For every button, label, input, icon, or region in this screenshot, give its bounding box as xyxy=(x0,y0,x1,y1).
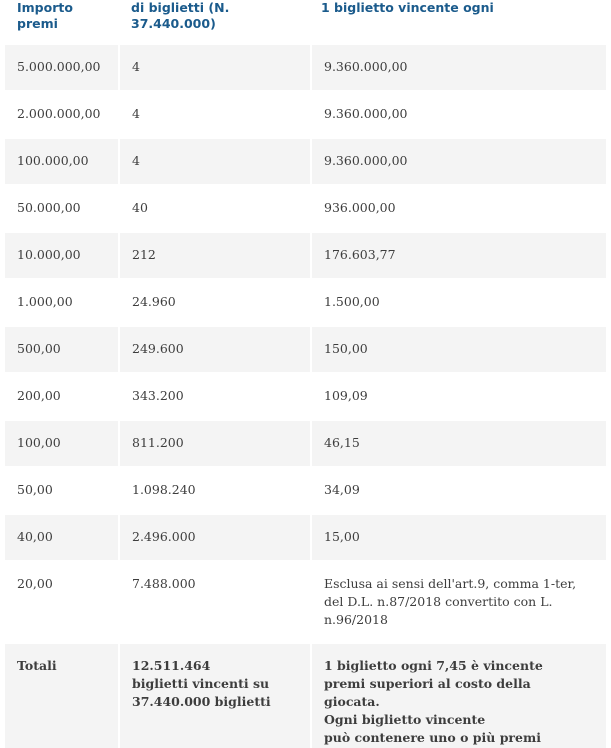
totals-label: Totali xyxy=(5,644,118,748)
cell-odds: 34,09 xyxy=(324,482,360,497)
table-header xyxy=(5,0,606,45)
header-win-probability: 1 biglietto vincente ogni xyxy=(321,0,494,15)
cell-prize: 100.000,00 xyxy=(5,139,118,184)
cell-count: 249.600 xyxy=(120,327,310,372)
table-row xyxy=(5,139,606,184)
cell-count: 1.098.240 xyxy=(132,482,196,497)
table-row xyxy=(5,45,606,90)
cell-count: 212 xyxy=(120,233,310,278)
cell-prize: 50,00 xyxy=(17,482,53,497)
cell-prize: 100,00 xyxy=(5,421,118,466)
totals-odds: 1 biglietto ogni 7,45 è vincente premi superiori al costo della giocata. Ogni biglietto vincente può contenere uno o più premi xyxy=(312,644,606,748)
cell-prize: 20,00 xyxy=(17,576,53,591)
cell-prize: 500,00 xyxy=(5,327,118,372)
cell-count: 811.200 xyxy=(120,421,310,466)
totals-count: 12.511.464 biglietti vincenti su 37.440.000 biglietti xyxy=(120,644,310,748)
cell-odds: Esclusa ai sensi dell'art.9, comma 1-ter, del D.L. n.87/2018 convertito con L. n.96/2018 xyxy=(324,576,577,627)
cell-odds: 176.603,77 xyxy=(312,233,606,278)
table-row xyxy=(5,327,606,372)
table-body xyxy=(5,45,606,644)
cell-odds: 46,15 xyxy=(312,421,606,466)
table-row xyxy=(5,92,606,137)
cell-odds: 9.360.000,00 xyxy=(312,139,606,184)
cell-odds: 9.360.000,00 xyxy=(312,45,606,90)
table-row xyxy=(5,515,606,560)
cell-prize: 5.000.000,00 xyxy=(5,45,118,90)
table-row xyxy=(5,233,606,278)
cell-prize: 10.000,00 xyxy=(5,233,118,278)
cell-prize: 1.000,00 xyxy=(17,294,73,309)
cell-prize: 200,00 xyxy=(17,388,61,403)
cell-odds: 1.500,00 xyxy=(324,294,380,309)
table-row xyxy=(5,280,606,325)
cell-prize: 40,00 xyxy=(5,515,118,560)
table-row xyxy=(5,374,606,419)
cell-odds: 936.000,00 xyxy=(324,200,396,215)
cell-odds: 15,00 xyxy=(312,515,606,560)
cell-prize: 50.000,00 xyxy=(17,200,81,215)
cell-odds: 150,00 xyxy=(312,327,606,372)
prize-table xyxy=(5,0,606,748)
table-row xyxy=(5,468,606,513)
header-prize-amount: Importo premi xyxy=(17,0,73,31)
cell-count: 4 xyxy=(120,45,310,90)
cell-count: 4 xyxy=(132,106,140,121)
cell-count: 7.488.000 xyxy=(132,576,196,591)
cell-count: 40 xyxy=(132,200,148,215)
table-row xyxy=(5,562,606,642)
table-row xyxy=(5,186,606,231)
cell-count: 24.960 xyxy=(132,294,176,309)
header-initial-block: di biglietti (N. 37.440.000) xyxy=(131,0,230,31)
cell-count: 2.496.000 xyxy=(120,515,310,560)
table-row xyxy=(5,421,606,466)
cell-count: 4 xyxy=(120,139,310,184)
cell-count: 343.200 xyxy=(132,388,184,403)
totals-row xyxy=(5,644,606,748)
cell-odds: 9.360.000,00 xyxy=(324,106,408,121)
cell-odds: 109,09 xyxy=(324,388,368,403)
cell-prize: 2.000.000,00 xyxy=(17,106,101,121)
